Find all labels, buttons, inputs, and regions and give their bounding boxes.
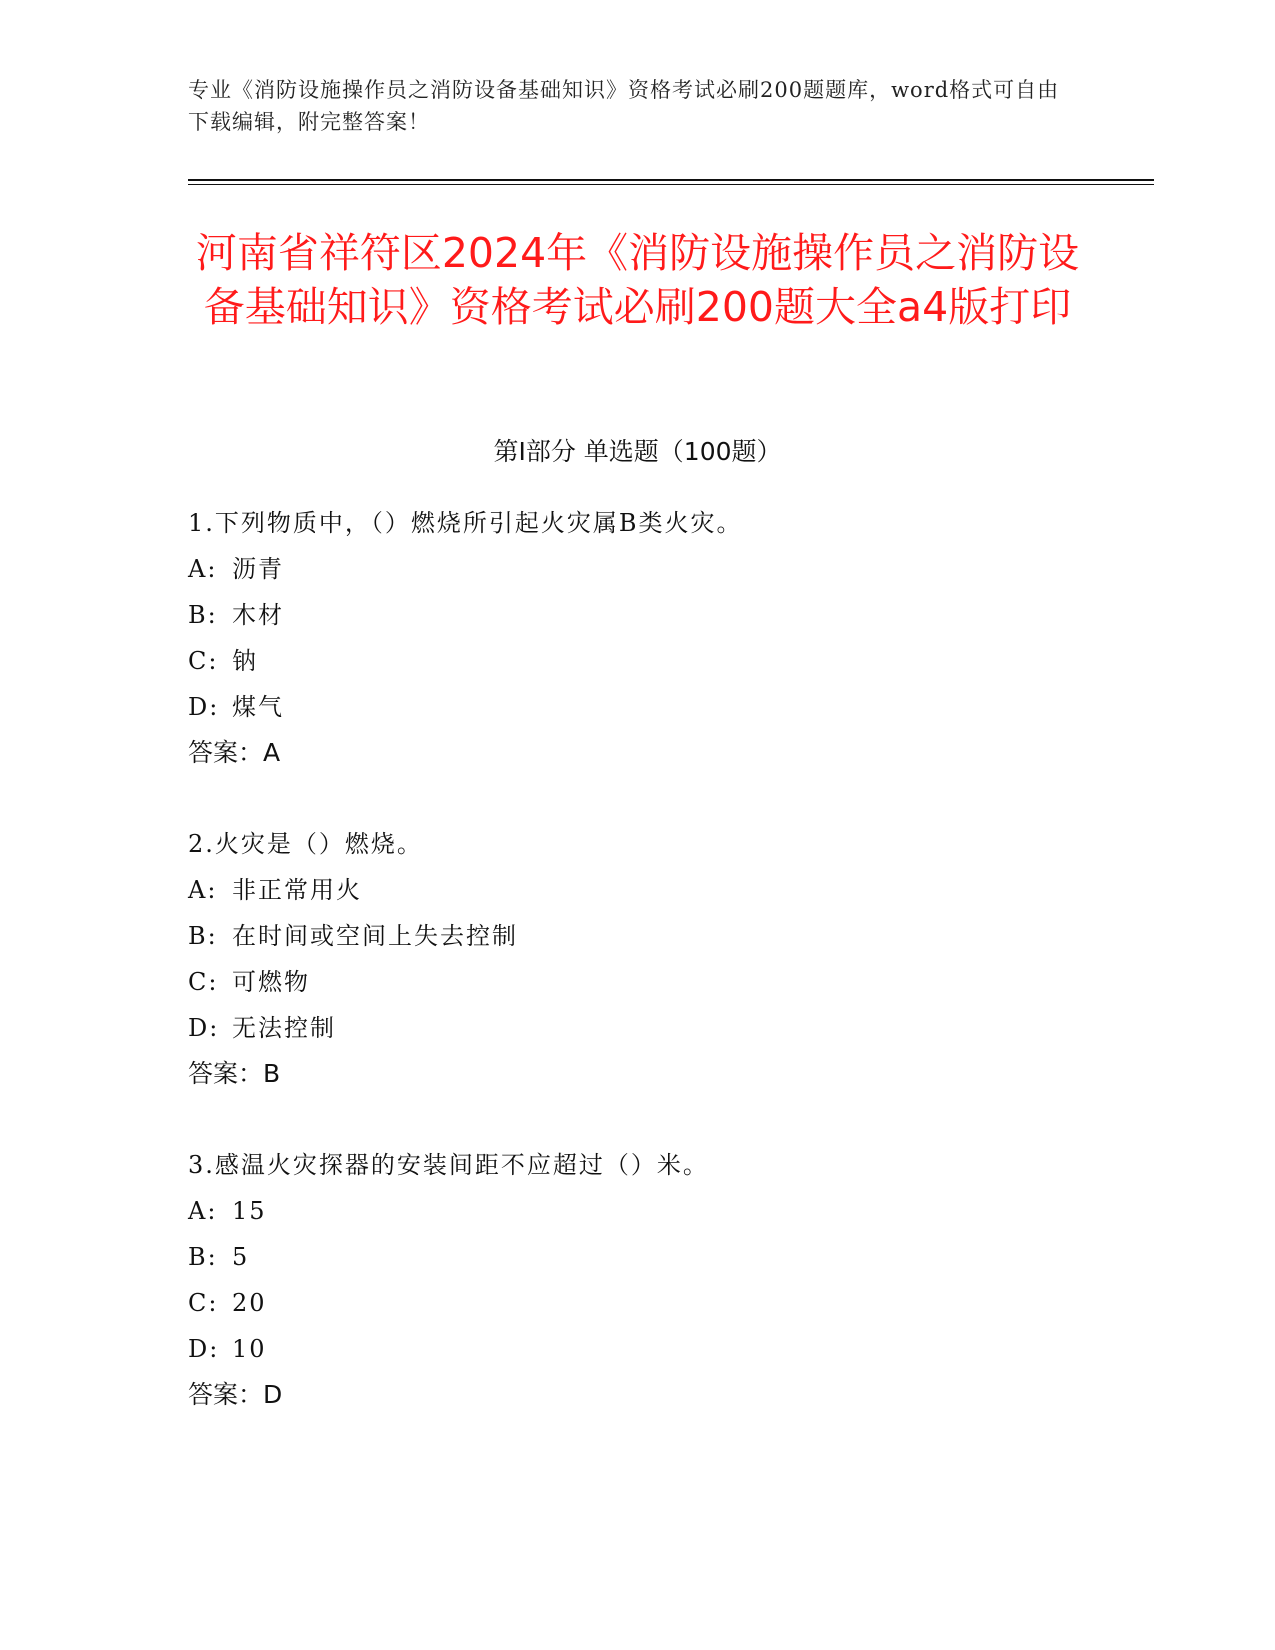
option-b	[188, 1234, 1148, 1280]
option-key: C:	[188, 968, 219, 996]
answer-value: D	[263, 1380, 283, 1409]
header-rule-thin	[188, 184, 1154, 185]
option-text: 5	[232, 1243, 250, 1271]
option-key: B:	[188, 922, 218, 950]
section-title: 第Ⅰ部分 单选题（100题）	[493, 437, 782, 466]
option-text: 煤气	[232, 693, 284, 721]
option-key: C:	[188, 1289, 219, 1317]
option-c	[188, 1280, 1148, 1326]
option-text: 木材	[232, 601, 284, 629]
option-key: A:	[188, 876, 218, 904]
option-c	[188, 638, 1148, 684]
option-key: D:	[188, 693, 220, 721]
option-key: A:	[188, 555, 218, 583]
option-a	[188, 546, 1148, 592]
option-text: 可燃物	[232, 968, 310, 996]
option-d	[188, 1326, 1148, 1372]
option-text: 无法控制	[232, 1014, 336, 1042]
option-text: 沥青	[232, 555, 284, 583]
option-text: 10	[232, 1335, 267, 1363]
option-b	[188, 913, 1148, 959]
option-key: C:	[188, 647, 219, 675]
option-d	[188, 684, 1148, 730]
header-note: 专业《消防设施操作员之消防设备基础知识》资格考试必刷200题题库，word格式可自由下载编辑，附完整答案！	[188, 78, 1060, 134]
option-key: B:	[188, 601, 218, 629]
option-b	[188, 592, 1148, 638]
answer-label: 答案：	[188, 738, 264, 767]
document-title: 河南省祥符区2024年《消防设施操作员之消防设备基础知识》资格考试必刷200题大全a4版打印	[195, 229, 1080, 331]
option-text: 非正常用火	[232, 876, 362, 904]
answer-label: 答案：	[188, 1059, 264, 1088]
question-stem: 1.下列物质中，（）燃烧所引起火灾属B类火灾。	[188, 509, 743, 537]
option-text: 20	[232, 1289, 267, 1317]
question-3	[188, 1142, 1148, 1418]
question-stem: 2.火灾是（）燃烧。	[188, 830, 423, 858]
answer-line	[188, 1372, 1148, 1418]
option-key: A:	[188, 1197, 218, 1225]
answer-line	[188, 1051, 1148, 1097]
question-1	[188, 500, 1148, 776]
option-a	[188, 867, 1148, 913]
answer-line	[188, 730, 1148, 776]
option-text: 在时间或空间上失去控制	[232, 922, 518, 950]
option-key: D:	[188, 1335, 220, 1363]
option-text: 钠	[232, 647, 258, 675]
option-key: B:	[188, 1243, 218, 1271]
header-rule-thick	[188, 179, 1154, 181]
option-c	[188, 959, 1148, 1005]
answer-value: B	[263, 1059, 281, 1088]
answer-label: 答案：	[188, 1380, 264, 1409]
option-a	[188, 1188, 1148, 1234]
option-text: 15	[232, 1197, 267, 1225]
option-d	[188, 1005, 1148, 1051]
question-stem: 3.感温火灾探器的安装间距不应超过（）米。	[188, 1151, 709, 1179]
option-key: D:	[188, 1014, 220, 1042]
answer-value: A	[263, 738, 281, 767]
question-2	[188, 821, 1148, 1097]
